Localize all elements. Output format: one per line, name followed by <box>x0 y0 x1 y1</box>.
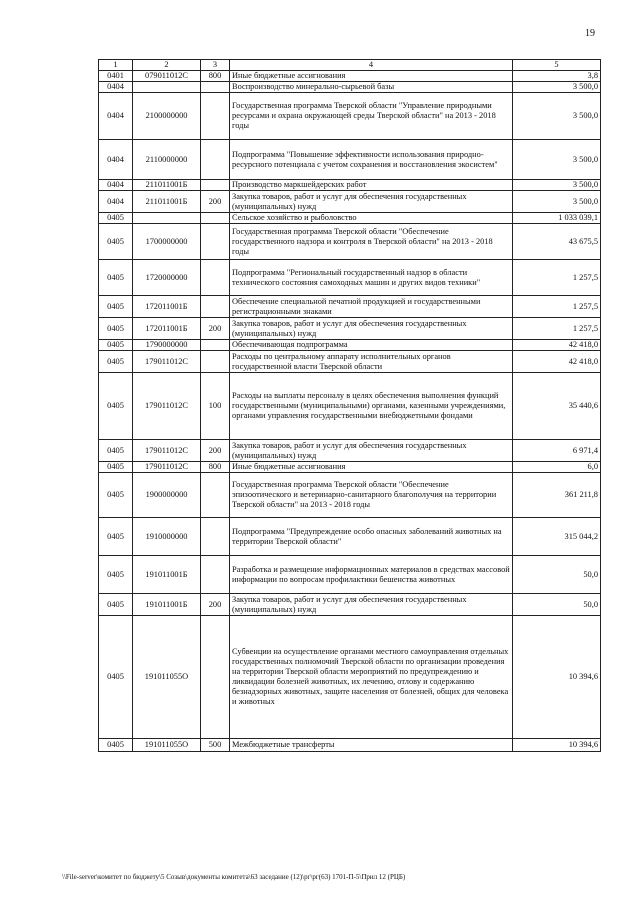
amount: 3 500,0 <box>513 191 601 213</box>
header-cell: 4 <box>230 60 513 71</box>
item-name: Закупка товаров, работ и услуг для обеспечения государственных (муниципальных) нужд <box>230 191 513 213</box>
table-row <box>99 71 601 82</box>
table-row <box>99 340 601 351</box>
header-cell: 1 <box>99 60 133 71</box>
expense-type-code: 500 <box>201 739 230 752</box>
expense-type-code <box>201 140 230 180</box>
table-row <box>99 473 601 518</box>
item-name: Воспроизводство минерально-сырьевой базы <box>230 82 513 93</box>
item-name: Закупка товаров, работ и услуг для обеспечения государственных (муниципальных) нужд <box>230 440 513 462</box>
target-article-code: 179011012С <box>133 440 201 462</box>
budget-table <box>98 59 601 752</box>
target-article-code: 211011001Б <box>133 180 201 191</box>
table-row <box>99 556 601 594</box>
target-article-code: 2110000000 <box>133 140 201 180</box>
header-cell: 2 <box>133 60 201 71</box>
item-name: Иные бюджетные ассигнования <box>230 71 513 82</box>
table-row <box>99 180 601 191</box>
item-name: Подпрограмма "Региональный государственный надзор в области технического состояния самоходных машин и других видов техники" <box>230 260 513 296</box>
expense-type-code <box>201 518 230 556</box>
amount: 10 394,6 <box>513 739 601 752</box>
section-code: 0404 <box>99 140 133 180</box>
table-row <box>99 82 601 93</box>
target-article-code: 2100000000 <box>133 93 201 140</box>
table-row <box>99 440 601 462</box>
section-code: 0405 <box>99 473 133 518</box>
section-code: 0405 <box>99 462 133 473</box>
section-code: 0404 <box>99 93 133 140</box>
table-row <box>99 616 601 739</box>
target-article-code: 191011001Б <box>133 594 201 616</box>
file-path-footer: \\File-server\комитет по бюджету\5 Созыв\документы комитета\63 заседание (12)\рг\рг(63) 1701-П-5\Прил 12 (РЦБ) <box>62 873 406 881</box>
amount: 1 033 039,1 <box>513 213 601 224</box>
header-cell: 5 <box>513 60 601 71</box>
item-name: Закупка товаров, работ и услуг для обеспечения государственных (муниципальных) нужд <box>230 594 513 616</box>
target-article-code: 079011012С <box>133 71 201 82</box>
item-name: Обеспечение специальной печатной продукцией и государственными регистрационными знаками <box>230 296 513 318</box>
section-code: 0405 <box>99 318 133 340</box>
amount: 42 418,0 <box>513 351 601 373</box>
amount: 6,0 <box>513 462 601 473</box>
page-number: 19 <box>585 28 595 39</box>
expense-type-code <box>201 82 230 93</box>
expense-type-code <box>201 224 230 260</box>
target-article-code: 191011055О <box>133 739 201 752</box>
target-article-code: 191011001Б <box>133 556 201 594</box>
item-name: Разработка и размещение информационных материалов в средствах массовой информации по вопросам профилактики бешенства животных <box>230 556 513 594</box>
table-row <box>99 373 601 440</box>
section-code: 0405 <box>99 594 133 616</box>
expense-type-code <box>201 93 230 140</box>
item-name: Государственная программа Тверской области "Управление природными ресурсами и охрана окружающей среды Тверской области" на 2013 - 2018 годы <box>230 93 513 140</box>
amount: 50,0 <box>513 556 601 594</box>
amount: 10 394,6 <box>513 616 601 739</box>
item-name: Подпрограмма "Предупреждение особо опасных заболеваний животных на территории Тверской области" <box>230 518 513 556</box>
target-article-code: 179011012С <box>133 351 201 373</box>
item-name: Производство маркшейдерских работ <box>230 180 513 191</box>
target-article-code: 1720000000 <box>133 260 201 296</box>
expense-type-code <box>201 260 230 296</box>
item-name: Расходы по центральному аппарату исполнительных органов государственной власти Тверской области <box>230 351 513 373</box>
table-row <box>99 518 601 556</box>
table-row <box>99 224 601 260</box>
amount: 35 440,6 <box>513 373 601 440</box>
item-name: Государственная программа Тверской области "Обеспечение эпизоотического и ветеринарно-санитарного благополучия на территории Тверской области" на 2013 - 2018 годы <box>230 473 513 518</box>
amount: 3,8 <box>513 71 601 82</box>
item-name: Подпрограмма "Повышение эффективности использования природно-ресурсного потенциала с учетом сохранения и восстановления экосистем" <box>230 140 513 180</box>
target-article-code: 172011001Б <box>133 318 201 340</box>
target-article-code: 1900000000 <box>133 473 201 518</box>
item-name: Иные бюджетные ассигнования <box>230 462 513 473</box>
section-code: 0404 <box>99 82 133 93</box>
expense-type-code: 200 <box>201 594 230 616</box>
amount: 42 418,0 <box>513 340 601 351</box>
expense-type-code: 200 <box>201 440 230 462</box>
expense-type-code: 200 <box>201 318 230 340</box>
expense-type-code: 200 <box>201 191 230 213</box>
section-code: 0405 <box>99 213 133 224</box>
section-code: 0405 <box>99 296 133 318</box>
amount: 3 500,0 <box>513 180 601 191</box>
section-code: 0404 <box>99 180 133 191</box>
section-code: 0405 <box>99 373 133 440</box>
table-row <box>99 191 601 213</box>
expense-type-code <box>201 340 230 351</box>
table-row <box>99 140 601 180</box>
table-row <box>99 93 601 140</box>
amount: 361 211,8 <box>513 473 601 518</box>
amount: 3 500,0 <box>513 140 601 180</box>
table-row <box>99 318 601 340</box>
target-article-code <box>133 82 201 93</box>
amount: 315 044,2 <box>513 518 601 556</box>
expense-type-code <box>201 351 230 373</box>
expense-type-code: 100 <box>201 373 230 440</box>
expense-type-code <box>201 213 230 224</box>
expense-type-code: 800 <box>201 71 230 82</box>
expense-type-code <box>201 180 230 191</box>
section-code: 0401 <box>99 71 133 82</box>
item-name: Сельское хозяйство и рыболовство <box>230 213 513 224</box>
target-article-code: 211011001Б <box>133 191 201 213</box>
target-article-code <box>133 213 201 224</box>
section-code: 0405 <box>99 440 133 462</box>
item-name: Государственная программа Тверской области "Обеспечение государственного надзора и контроля в Тверской области" на 2013 - 2018 годы <box>230 224 513 260</box>
amount: 1 257,5 <box>513 318 601 340</box>
expense-type-code <box>201 473 230 518</box>
expense-type-code <box>201 556 230 594</box>
section-code: 0405 <box>99 224 133 260</box>
section-code: 0405 <box>99 518 133 556</box>
target-article-code: 1700000000 <box>133 224 201 260</box>
section-code: 0405 <box>99 351 133 373</box>
amount: 43 675,5 <box>513 224 601 260</box>
amount: 1 257,5 <box>513 260 601 296</box>
expense-type-code <box>201 616 230 739</box>
target-article-code: 1790000000 <box>133 340 201 351</box>
table-row <box>99 462 601 473</box>
section-code: 0405 <box>99 739 133 752</box>
section-code: 0405 <box>99 260 133 296</box>
target-article-code: 179011012С <box>133 373 201 440</box>
amount: 3 500,0 <box>513 82 601 93</box>
expense-type-code: 800 <box>201 462 230 473</box>
table-row <box>99 260 601 296</box>
section-code: 0405 <box>99 556 133 594</box>
section-code: 0405 <box>99 616 133 739</box>
item-name: Межбюджетные трансферты <box>230 739 513 752</box>
target-article-code: 179011012С <box>133 462 201 473</box>
item-name: Субвенции на осуществление органами местного самоуправления отдельных государственных полномочий Тверской области по организации проведения на территории Тверской области мероприятий по предупреждению и ликвидации болезней животных, их лечению, отлову и содержанию безнадзорных животных, защите населения от болезней, общих для человека и животных <box>230 616 513 739</box>
item-name: Закупка товаров, работ и услуг для обеспечения государственных (муниципальных) нужд <box>230 318 513 340</box>
target-article-code: 191011055О <box>133 616 201 739</box>
table-row <box>99 351 601 373</box>
item-name: Расходы на выплаты персоналу в целях обеспечения выполнения функций государственными (муниципальными) органами, казенными учреждениями, органами управления государственными внебюджетными фондами <box>230 373 513 440</box>
item-name: Обеспечивающая подпрограмма <box>230 340 513 351</box>
section-code: 0404 <box>99 191 133 213</box>
amount: 1 257,5 <box>513 296 601 318</box>
expense-type-code <box>201 296 230 318</box>
amount: 50,0 <box>513 594 601 616</box>
table-header-row <box>99 60 601 71</box>
table-row <box>99 296 601 318</box>
target-article-code: 172011001Б <box>133 296 201 318</box>
section-code: 0405 <box>99 340 133 351</box>
target-article-code: 1910000000 <box>133 518 201 556</box>
table-row <box>99 213 601 224</box>
amount: 3 500,0 <box>513 93 601 140</box>
table-row <box>99 739 601 752</box>
table-row <box>99 594 601 616</box>
header-cell: 3 <box>201 60 230 71</box>
amount: 6 971,4 <box>513 440 601 462</box>
